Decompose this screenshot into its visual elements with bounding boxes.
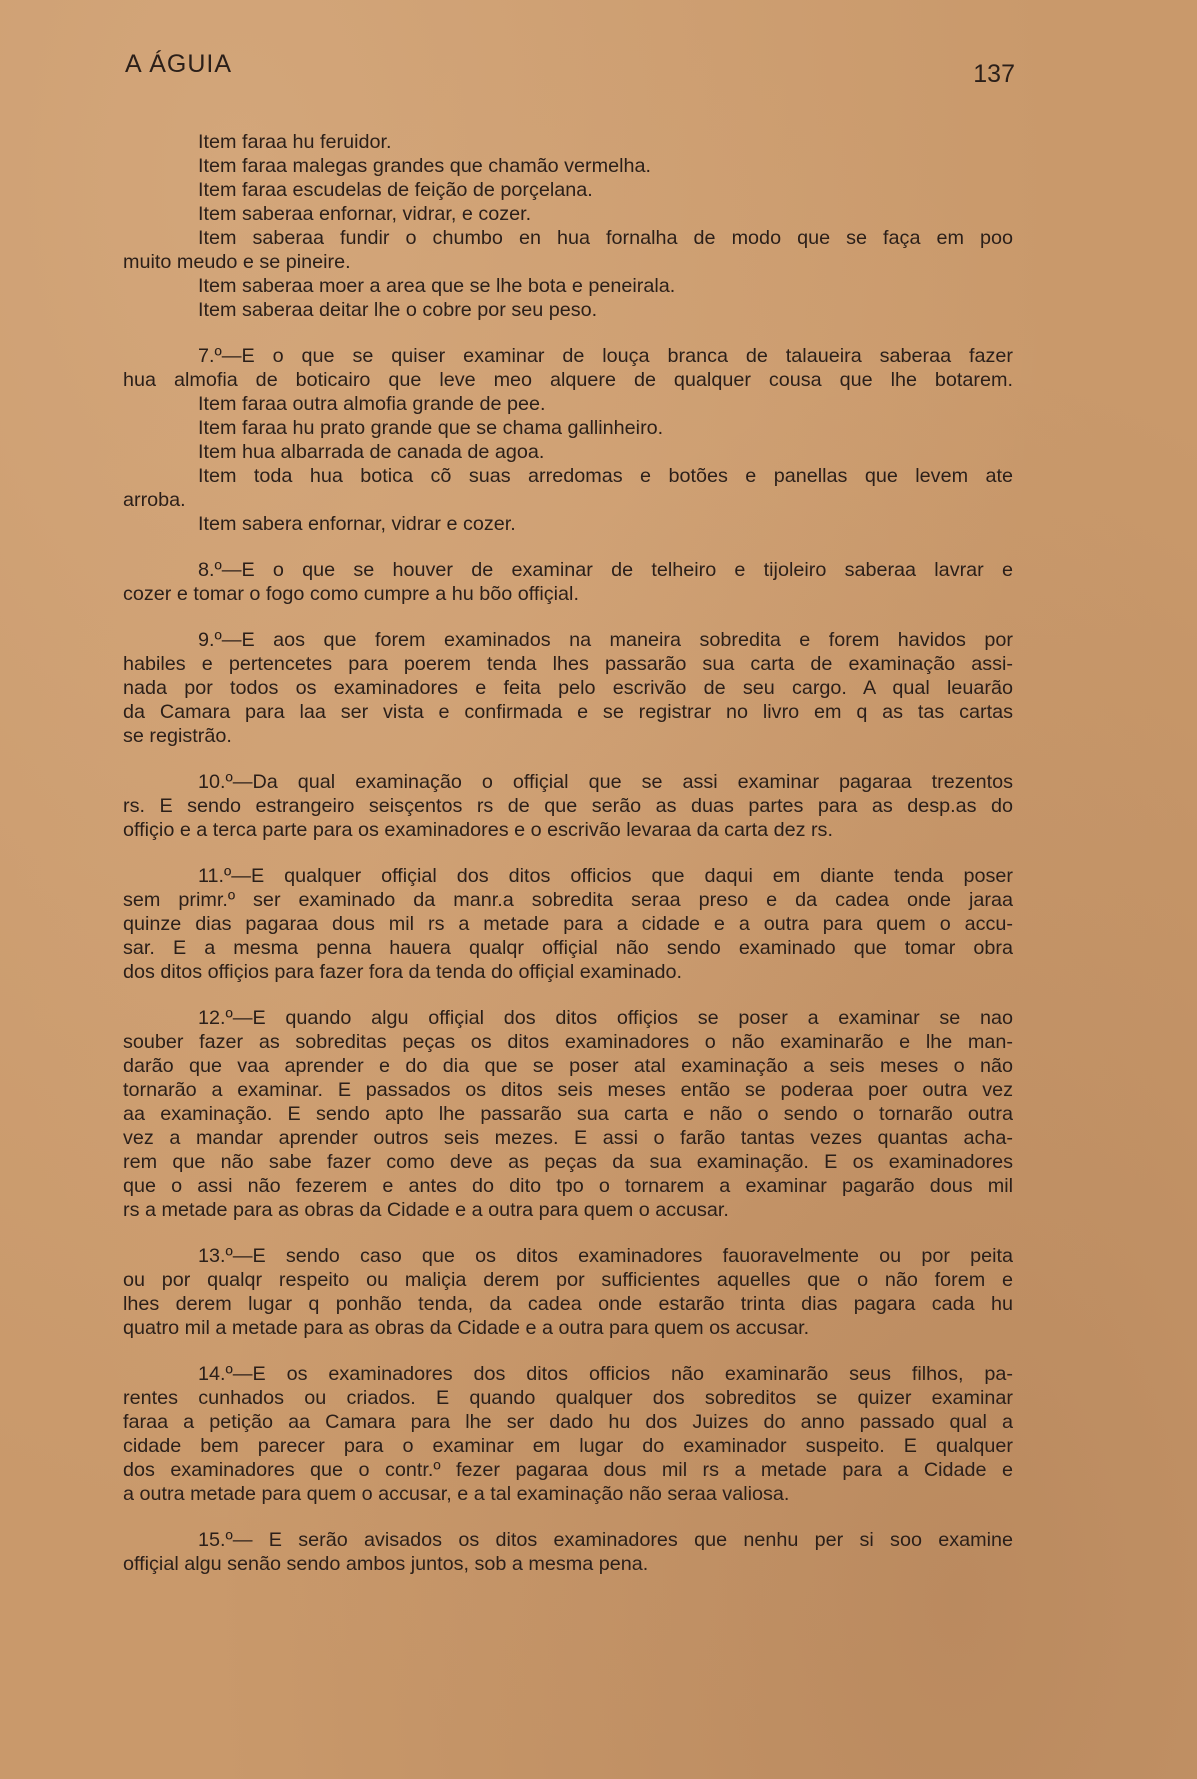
text-line: rs. E sendo estrangeiro seisçentos rs de que serão as duas partes para as desp.as do	[123, 795, 1013, 817]
text-line: 8.º—E o que se houver de examinar de telheiro e tijoleiro saberaa lavrar e	[198, 559, 1013, 581]
paragraph-gap	[123, 1340, 1013, 1362]
text-line: faraa a petição aa Camara para lhe ser dado hu dos Juizes do anno passado qual a	[123, 1411, 1013, 1433]
text-line: souber fazer as sobreditas peças os ditos examinadores o não examinarão e lhe man-	[123, 1031, 1013, 1053]
text-line: cidade bem parecer para o examinar em lugar do examinador suspeito. E qualquer	[123, 1435, 1013, 1457]
text-line: habiles e pertencetes para poerem tenda lhes passarão sua carta de examinação assi-	[123, 653, 1013, 675]
text-line: dos ditos offiçios para fazer fora da tenda do offiçial examinado.	[123, 961, 682, 983]
paragraph-gap	[123, 748, 1013, 770]
paragraph-gap	[123, 322, 1013, 344]
text-line: 7.º—E o que se quiser examinar de louça branca de talaueira saberaa fazer	[198, 345, 1013, 367]
text-line: ou por qualqr respeito ou maliçia derem por sufficientes aquelles que o não forem e	[123, 1269, 1013, 1291]
text-line: tornarão a examinar. E passados os ditos seis meses então se poderaa poer outra vez	[123, 1079, 1013, 1101]
text-line: Item saberaa deitar lhe o cobre por seu peso.	[198, 299, 598, 321]
text-line: cozer e tomar o fogo como cumpre a hu bõo offiçial.	[123, 583, 579, 605]
text-line: da Camara para laa ser vista e confirmada e se registrar no livro em q as tas cartas	[123, 701, 1013, 723]
text-line: Item sabera enfornar, vidrar e cozer.	[198, 513, 516, 535]
paragraph-gap	[123, 984, 1013, 1006]
journal-title: A ÁGUIA	[125, 50, 233, 78]
text-line: Item saberaa moer a area que se lhe bota e peneirala.	[198, 275, 676, 297]
text-line: hua almofia de boticairo que leve meo alquere de qualquer cousa que lhe botarem.	[123, 369, 1013, 391]
text-line: Item faraa hu feruidor.	[198, 131, 392, 153]
text-line: Item faraa escudelas de feição de porçelana.	[198, 179, 593, 201]
paragraph-gap	[123, 842, 1013, 864]
text-line: Item hua albarrada de canada de agoa.	[198, 441, 545, 463]
text-line: lhes derem lugar q ponhão tenda, da cadea onde estarão trinta dias pagara cada hu	[123, 1293, 1013, 1315]
page-number: 137	[973, 60, 1015, 88]
text-line: Item faraa hu prato grande que se chama gallinheiro.	[198, 417, 664, 439]
text-line: quinze dias pagaraa dous mil rs a metade para a cidade e a outra para quem o accu-	[123, 913, 1013, 935]
paragraph-gap	[123, 606, 1013, 628]
text-line: 13.º—E sendo caso que os ditos examinadores fauoravelmente ou por peita	[198, 1245, 1013, 1267]
text-line: aa examinação. E sendo apto lhe passarão sua carta e não o sendo o tornarão outra	[123, 1103, 1013, 1125]
text-line: darão que vaa aprender e do dia que se poser atal examinação a seis meses o não	[123, 1055, 1013, 1077]
text-line: sar. E a mesma penna hauera qualqr offiçial não sendo examinado que tomar obra	[123, 937, 1013, 959]
text-line: 10.º—Da qual examinação o offiçial que se assi examinar pagaraa trezentos	[198, 771, 1013, 793]
text-line: rem que não sabe fazer como deve as peças da sua examinação. E os examinadores	[123, 1151, 1013, 1173]
text-line: a outra metade para quem o accusar, e a tal examinação não seraa valiosa.	[123, 1483, 790, 1505]
text-line: Item saberaa fundir o chumbo en hua fornalha de modo que se faça em poo	[198, 227, 1013, 249]
paragraph-gap	[123, 536, 1013, 558]
text-line: 14.º—E os examinadores dos ditos officios não examinarão seus filhos, pa-	[198, 1363, 1013, 1385]
text-line: 15.º— E serão avisados os ditos examinadores que nenhu per si soo examine	[198, 1529, 1013, 1551]
text-line: vez a mandar aprender outros seis mezes. E assi o farão tantas vezes quantas acha-	[123, 1127, 1013, 1149]
text-line: offiçio e a terca parte para os examinadores e o escrivão levaraa da carta dez rs.	[123, 819, 833, 841]
text-line: Item faraa outra almofia grande de pee.	[198, 393, 546, 415]
text-line: muito meudo e se pineire.	[123, 251, 351, 273]
text-line: rs a metade para as obras da Cidade e a outra para quem o accusar.	[123, 1199, 729, 1221]
text-line: 11.º—E qualquer offiçial dos ditos officios que daqui em diante tenda poser	[198, 865, 1013, 887]
text-line: offiçial algu senão sendo ambos juntos, sob a mesma pena.	[123, 1553, 649, 1575]
paragraph-gap	[123, 1506, 1013, 1528]
body-text	[123, 130, 1013, 1576]
text-line: rentes cunhados ou criados. E quando qualquer dos sobreditos se quizer examinar	[123, 1387, 1013, 1409]
text-line: nada por todos os examinadores e feita pelo escrivão de seu cargo. A qual leuarão	[123, 677, 1013, 699]
text-line: 9.º—E aos que forem examinados na maneira sobredita e forem havidos por	[198, 629, 1013, 651]
text-line: arroba.	[123, 489, 186, 511]
text-line: 12.º—E quando algu offiçial dos ditos offiçios se poser a examinar se nao	[198, 1007, 1013, 1029]
text-line: sem primr.º ser examinado da manr.a sobredita seraa preso e da cadea onde jaraa	[123, 889, 1013, 911]
paragraph-gap	[123, 1222, 1013, 1244]
text-line: se registrão.	[123, 725, 232, 747]
text-line: Item saberaa enfornar, vidrar, e cozer.	[198, 203, 532, 225]
text-line: dos examinadores que o contr.º fezer pagaraa dous mil rs a metade para a Cidade e	[123, 1459, 1013, 1481]
text-line: quatro mil a metade para as obras da Cidade e a outra para quem os accusar.	[123, 1317, 810, 1339]
text-line: Item faraa malegas grandes que chamão vermelha.	[198, 155, 652, 177]
text-line: Item toda hua botica cõ suas arredomas e botões e panellas que levem ate	[198, 465, 1013, 487]
running-header	[125, 50, 1015, 90]
text-line: que o assi não fezerem e antes do dito tpo o tornarem a examinar pagarão dous mil	[123, 1175, 1013, 1197]
